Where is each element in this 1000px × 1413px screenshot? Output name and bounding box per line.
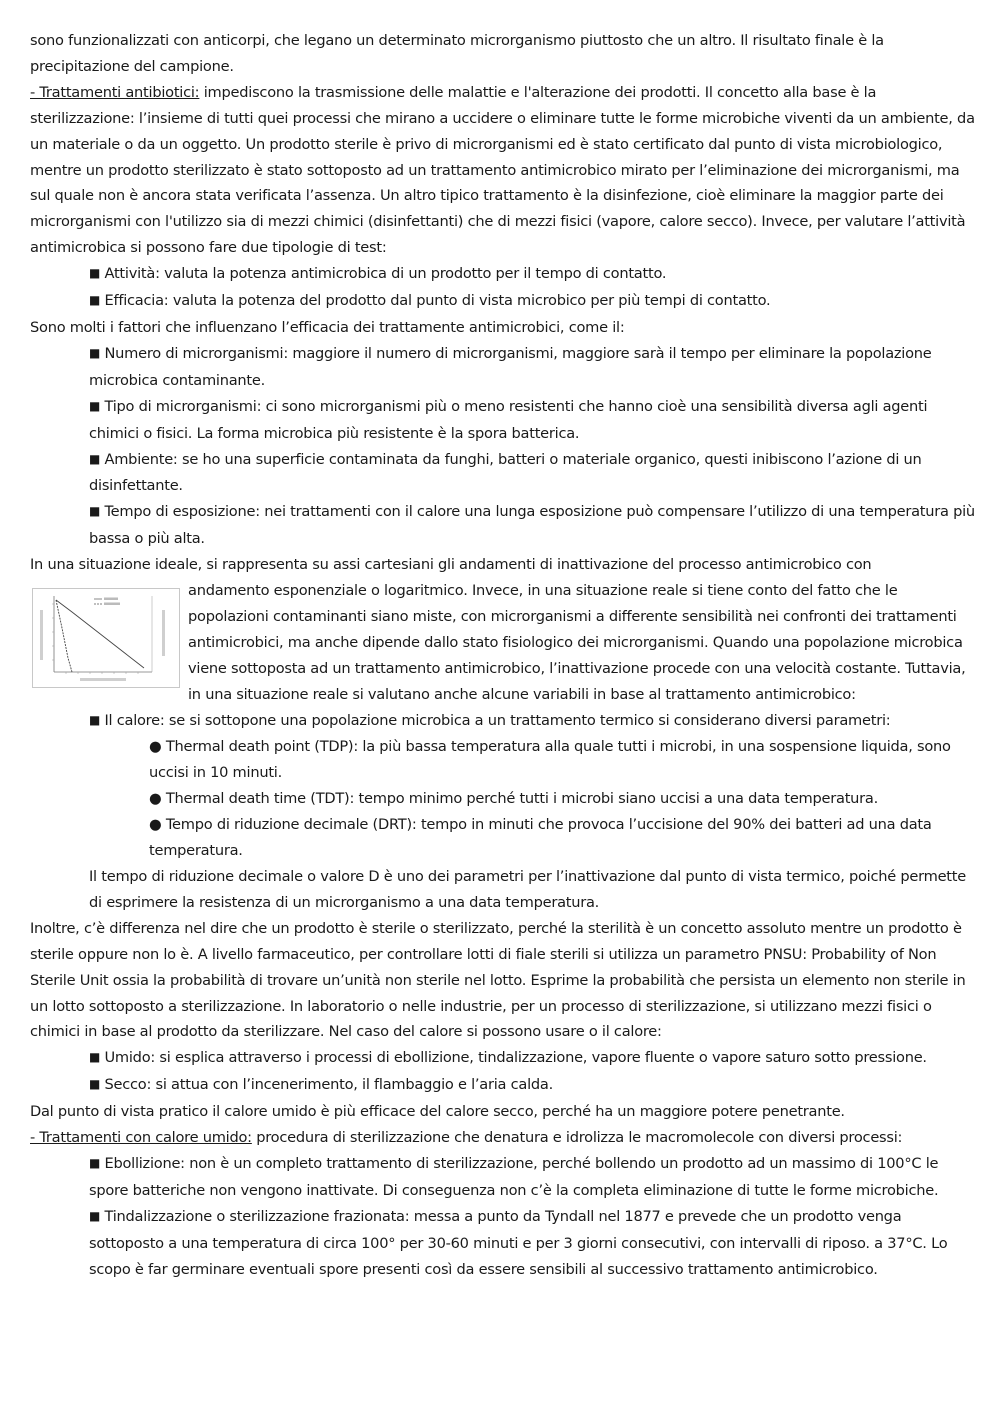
ideal-situation-rest: andamento esponenziale o logaritmico. Invece, in una situazione reale si tiene conto del fatto che le popolazioni contaminanti siano miste, con microrganismi a differente sensibilità nei confronti dei trattamenti antimicrobici, ma anche dipende dallo stato fisiologico dei microrganismi. Quando una popolazione microbica viene sottoposta ad un trattamento antimicrobico, l’inattivazione procede con una velocità costante. Tuttavia, in una situazione reale si valutano anche alcune variabili in base al trattamento antimicrobico: <box>188 582 966 703</box>
moist-heat-text: procedura di sterilizzazione che denatura e idrolizza le macromolecole con diversi processi: <box>251 1129 903 1147</box>
moist-heat-heading: - Trattamenti con calore umido: <box>30 1129 252 1147</box>
square-bullet-icon: ■ <box>89 398 101 413</box>
square-bullet-icon: ■ <box>89 1050 101 1065</box>
list-item-factor-exposure: ■ Tempo di esposizione: nei trattamenti con il calore una lunga esposizione può compensare l’utilizzo di una temperatura più bassa o più alta. <box>89 503 975 548</box>
square-bullet-icon: ■ <box>89 1077 101 1092</box>
list-item-factor-number: ■ Numero di microrganismi: maggiore il numero di microrganismi, maggiore sarà il tempo per eliminare la popolazione microbica contaminante. <box>89 344 932 389</box>
square-bullet-icon: ■ <box>89 266 101 281</box>
practical-paragraph: Dal punto di vista pratico il calore umido è più efficace del calore secco, perché ha un maggiore potere penetrante. <box>30 1103 845 1121</box>
list-item-tdp: ● Thermal death point (TDP): la più bassa temperatura alla quale tutti i microbi, in una sospensione liquida, sono uccisi in 10 minuti. <box>149 738 951 782</box>
list-item-factor-environment: ■ Ambiente: se ho una superficie contaminata da funghi, batteri o materiale organico, questi inibiscono l’azione di un disinfettante. <box>89 450 922 495</box>
d-value-paragraph: Il tempo di riduzione decimale o valore D è uno dei parametri per l’inattivazione dal punto di vista termico, poiché permette di esprimere la resistenza di un microrganismo a una data temperatura. <box>89 868 966 911</box>
square-bullet-icon: ■ <box>89 293 101 308</box>
intro-continuation: sono funzionalizzati con anticorpi, che legano un determinato microrganismo piuttosto che un altro. Il risultato finale è la precipitazione del campione. <box>30 32 884 75</box>
ideal-situation-line: In una situazione ideale, si rappresenta su assi cartesiani gli andamenti di inattivazione del processo antimicrobico con <box>30 556 872 574</box>
list-item-tdt: ● Thermal death time (TDT): tempo minimo perché tutti i microbi siano uccisi a una data temperatura. <box>149 790 879 808</box>
square-bullet-icon: ■ <box>89 345 101 360</box>
antibiotic-paragraph <box>30 80 975 261</box>
square-bullet-icon: ■ <box>89 1208 101 1223</box>
square-bullet-icon: ■ <box>89 1155 101 1170</box>
list-item-boiling: ■ Ebollizione: non è un completo trattamento di sterilizzazione, perché bollendo un prodotto ad un massimo di 100°C le spore batteriche non vengono inattivate. Di conseguenza non c’è la completa eliminazione di tutte le forme microbiche. <box>89 1154 939 1199</box>
list-item-tyndallization: ■ Tindalizzazione o sterilizzazione frazionata: messa a punto da Tyndall nel 1877 e prevede che un prodotto venga sottoposto a una temperatura di circa 100° per 30-60 minuti e per 3 giorni consecutivi, con intervalli di riposo. a 37°C. Lo scopo è far germinare eventuali spore presenti così da essere sensibili al successivo trattamento antimicrobico. <box>89 1207 948 1278</box>
dot-bullet-icon: ● <box>149 738 162 756</box>
figure-block <box>30 578 975 708</box>
inactivation-graph-image <box>32 588 180 688</box>
list-item-dry-heat: ■ Secco: si attua con l’incenerimento, il flambaggio e l’aria calda. <box>89 1076 553 1094</box>
square-bullet-icon: ■ <box>89 451 101 466</box>
list-item-test-efficacy: ■ Efficacia: valuta la potenza del prodotto dal punto di vista microbico per più tempi di contatto. <box>89 292 771 310</box>
factors-intro: Sono molti i fattori che influenzano l’efficacia dei trattamente antimicrobici, come il: <box>30 318 625 336</box>
list-item-moist-heat: ■ Umido: si esplica attraverso i processi di ebollizione, tindalizzazione, vapore fluente o vapore saturo sotto pressione. <box>89 1049 927 1067</box>
dot-bullet-icon: ● <box>149 816 162 834</box>
list-item-heat: ■ Il calore: se si sottopone una popolazione microbica a un trattamento termico si considerano diversi parametri: <box>89 711 891 729</box>
dot-bullet-icon: ● <box>149 790 162 808</box>
antibiotic-text: impediscono la trasmissione delle malattie e l'alterazione dei prodotti. Il concetto alla base è la sterilizzazione: l’insieme di tutti quei processi che mirano a uccidere o eliminare tutte le forme microbiche viventi da un ambiente, da un materiale o da un oggetto. Un prodotto sterile è privo di microrganismi ed è stato certificato dal punto di vista microbiologico, mentre un prodotto sterilizzato è stato sottoposto ad un trattamento antimicrobico mirato per l’eliminazione dei microrganismi, ma sul quale non è ancora stata verificata l’assenza. Un altro tipico trattamento è la disinfezione, cioè eliminare la maggior parte dei microrganismi con l'utilizzo sia di mezzi chimici (disinfettanti) che di mezzi fisici (vapore, calore secco). Invece, per valutare l’attività antimicrobica si possono fare due tipologie di test: <box>30 83 975 257</box>
list-item-drt: ● Tempo di riduzione decimale (DRT): tempo in minuti che provoca l’uccisione del 90% dei batteri ad una data temperatura. <box>149 816 932 860</box>
list-item-test-activity: ■ Attività: valuta la potenza antimicrobica di un prodotto per il tempo di contatto. <box>89 265 667 283</box>
square-bullet-icon: ■ <box>89 712 101 727</box>
sterile-paragraph: Inoltre, c’è differenza nel dire che un prodotto è sterile o sterilizzato, perché la sterilità è un concetto assoluto mentre un prodotto è sterile oppure non lo è. A livello farmaceutico, per controllare lotti di fiale sterili si utilizza un parametro PNSU: Probability of Non Sterile Unit ossia la probabilità di trovare un’unità non sterile nel lotto. Esprime la probabilità che persista un elemento non sterile in un lotto sottoposto a sterilizzazione. In laboratorio o nelle industrie, per un processo di sterilizzazione, si utilizzano mezzi fisici o chimici in base al prodotto da sterilizzare. Nel caso del calore si possono usare o il calore: <box>30 919 966 1041</box>
antibiotic-heading: - Trattamenti antibiotici: <box>30 83 200 101</box>
document-page <box>30 28 975 1283</box>
list-item-factor-type: ■ Tipo di microrganismi: ci sono microrganismi più o meno resistenti che hanno cioè una sensibilità diversa agli agenti chimici o fisici. La forma microbica più resistente è la spora batterica. <box>89 397 928 442</box>
moist-heat-paragraph <box>30 1125 975 1151</box>
square-bullet-icon: ■ <box>89 504 101 519</box>
